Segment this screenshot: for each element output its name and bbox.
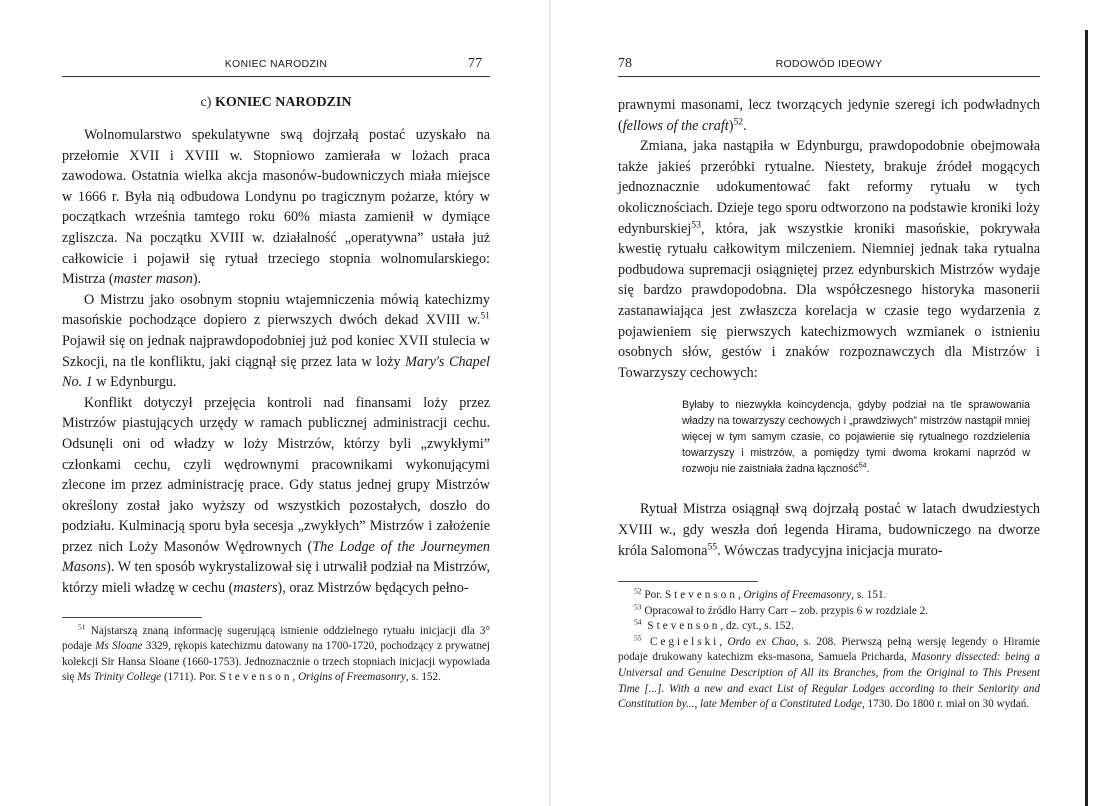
text: . — [866, 463, 870, 476]
text: . — [743, 117, 747, 134]
italic-term: Mary's Chapel No. 1 — [62, 353, 490, 391]
paragraph-3 — [62, 393, 490, 599]
italic-term: Origins of Freemasonry — [743, 589, 852, 602]
text: ), oraz Mistrzów będących pełno- — [277, 580, 469, 597]
footnote-54 — [618, 619, 1040, 635]
paragraph-2 — [618, 136, 1040, 383]
footnote-divider — [62, 617, 202, 618]
text: ) — [728, 117, 734, 134]
italic-term: Origins of Freemasonry — [298, 671, 406, 684]
footnote-52 — [618, 588, 1040, 604]
italic-term: Ms Trinity College — [77, 671, 162, 684]
footnote-divider — [618, 581, 758, 582]
footnote-ref[interactable]: 55 — [707, 540, 718, 552]
block-quote — [682, 397, 1030, 477]
paragraph-2 — [62, 290, 490, 393]
text: O Mistrzu jako osobnym stopniu wtajemniczenia mówią katechizmy masońskie pochodzące dopiero z pierwszych dwóch dekad XVIII w. — [62, 291, 490, 329]
italic-term: Ms Sloane — [95, 640, 143, 653]
text: Opracował to źródło Harry Carr – zob. przypis 6 w rozdziale 2. — [641, 604, 929, 617]
text: . Wówczas tradycyjna inicjacja murato- — [717, 542, 943, 559]
italic-term: The Lodge of the Journeymen Masons — [62, 538, 491, 576]
text: Najstarszą znaną informację sugerującą istnienie oddzielnego rytuału inicjacji dla 3° podaje — [62, 624, 490, 653]
italic-term: masters — [233, 580, 278, 597]
text: Byłaby to niezwykła koincydencja, gdyby podział na tle sprawowania władzy na towarzyszy cechowych i „prawdziwych” mistrzów nastąpił mniej więcej w tym samym czasie, co pojawienie się rytualnego rozdzielenia towarzyszy i mistrzów, a pomiędzy tymi dwoma krokami naprzód w rozwoju nie zaistniała żadna łączność — [682, 399, 1030, 476]
italic-term: master mason — [113, 271, 193, 288]
text: , — [737, 589, 744, 602]
text: Zmiana, jaka nastąpiła w Edynburgu, prawdopodobnie obejmowała także jakieś przeróbki rytualne. Niestety, brakuje źródeł mogących jednoznacznie udokumentować fakt reformy rytuału w tych okolicznościach. Dzieje tego sporu odtworzono na podstawie kroniki loży edynburskiej — [618, 138, 1040, 237]
footnote-53 — [618, 601, 1040, 620]
running-head-title: RODOWÓD IDEOWY — [775, 58, 883, 70]
paragraph-3 — [618, 499, 1040, 561]
footnote-ref[interactable]: 51 — [480, 310, 490, 322]
text: ). W ten sposób wykrystalizował się i utrwalił podział na Mistrzów, którzy mieli władzę w cechu ( — [62, 559, 490, 597]
text: , — [719, 635, 728, 648]
text: , która, jak wszystkie kroniki masońskie, pokrywała kwestię rytuału całkowitym milczeniem. Niemniej jednak taka rytualna podbudowa supremacji osiągniętej przez edynburskich Mistrzów wydaje się bardzo prawdopodobna. Dla współczesnego historyka masonerii zastanawiająca jest zwłaszcza korelacja w czasie tego wydarzenia z pojawieniem się pierwszych katechizmowych wzmianek o istnieniu osobnych słów, gestów i znaków rozpoznawczych dla Mistrzów i Towarzyszy cechowych: — [618, 220, 1040, 381]
footnote-55 — [618, 635, 1040, 713]
footnote-51 — [62, 621, 490, 686]
footnote-number: 55 — [634, 633, 642, 643]
italic-term: fellows of the craft — [622, 117, 729, 134]
text: w Edynburgu. — [92, 374, 177, 391]
text: ). — [192, 271, 202, 288]
spaced-author: Cegielski — [641, 635, 720, 648]
running-head-title: KONIEC NARODZIN — [224, 58, 328, 70]
footnotes-right — [618, 588, 1040, 713]
footnote-ref[interactable]: 53 — [691, 218, 701, 230]
spaced-author: Stevenson — [219, 671, 293, 684]
paragraph-1 — [62, 125, 490, 290]
page-number: 77 — [468, 56, 482, 71]
footnote-number: 52 — [634, 586, 642, 596]
text: Por. — [641, 589, 665, 602]
text: 3329, rękopis katechizmu datowany na 1700-1720, pochodzący z prywatnej kolekcji Sir Hansa Sloane (1660-1753). Jednoznacznie o trzech stopniach inicjacji wypowiada się — [62, 640, 490, 684]
footnote-ref[interactable]: 54 — [858, 460, 867, 470]
section-letter: c) — [200, 95, 212, 110]
italic-term: Ordo ex Chao — [727, 635, 796, 648]
italic-term: Masonry dissected: being a Universal and Genuine Description of All its Branches, from the Original to This Present Time [...]. With a new and exact List of Regular Lodges according to their Seniority and Constitution by..., late Member of a Constituted Lodge — [618, 651, 1040, 711]
text: , s. 208. Pierwszą pełną wersję legendy o Hiramie podaje drukowany katechizm eks-masona, Samuela Pricharda, — [618, 635, 1040, 664]
right-page — [550, 0, 1100, 806]
text: , dz. cyt., s. 152. — [720, 620, 794, 633]
running-head-left — [62, 56, 490, 77]
footnotes-left — [62, 621, 490, 686]
paragraph-1 — [618, 95, 1040, 136]
footnote-ref[interactable]: 52 — [733, 115, 744, 127]
page-number: 78 — [618, 56, 632, 71]
text: prawnymi masonami, lecz tworzących jedynie szeregi ich podwładnych ( — [618, 97, 1040, 134]
footnote-number: 53 — [634, 601, 642, 611]
footnote-number: 51 — [78, 621, 86, 631]
text: , — [292, 671, 299, 684]
text: Konflikt dotyczył przejęcia kontroli nad finansami loży przez Mistrzów piastujących urzędy w ramach publicznej administracji cechu. Odsunęli oni od władzy w loży Mistrzów, którzy byli „zwykłymi” członkami cechu, czyli wędrownymi pracownikami wykonującymi zlecone im przez administrację prace. Gdy status jednej grupy Mistrzów określony został jako wyższy od wszystkich pozostałych, doszło do podziału. Kulminacją sporu była secesja „zwykłych” Mistrzów i założenie przez nich Loży Masonów Wędrownych ( — [62, 394, 490, 555]
text: , s. 151. — [851, 589, 887, 602]
text: (1711). Por. — [161, 671, 220, 684]
text: Wolnomularstwo spekulatywne swą dojrzałą postać uzyskało na przełomie XVII i XVIII w. Stopniowo zamierała w lożach praca zawodowa. Ostatnia wielka akcja masonów-budowniczych miała miejsce w 1666 r. Była nią odbudowa Londynu po tragicznym pożarze, który w początkach września tamtego roku 60% miasta zamienił w dymiące zgliszcza. Na początku XVIII w. działalność „operatywna” ustała już całkowicie i pojawił się rytuał trzeciego stopnia wolnomularskiego: Mistrza ( — [62, 127, 490, 288]
section-title — [62, 95, 490, 111]
footnote-number: 54 — [634, 617, 642, 627]
running-head-right — [618, 56, 1040, 77]
text: , 1730. Do 1800 r. miał on 30 wydań. — [861, 698, 1030, 711]
text: Rytuał Mistrza osiągnął swą dojrzałą postać w latach dwudziestych XVIII w., gdy weszła doń legenda Hirama, budowniczego na dworze króla Salomona — [618, 501, 1040, 559]
spaced-author: Stevenson — [641, 620, 721, 633]
spaced-author: Stevenson — [664, 589, 738, 602]
text: , s. 152. — [405, 671, 441, 684]
section-title-text: KONIEC NARODZIN — [214, 95, 352, 110]
text: Pojawił się on jednak najprawdopodobniej już pod koniec XVII stulecia w Szkocji, na tle konfliktu, jaki ciągnął się przez lata w loży — [62, 332, 490, 370]
